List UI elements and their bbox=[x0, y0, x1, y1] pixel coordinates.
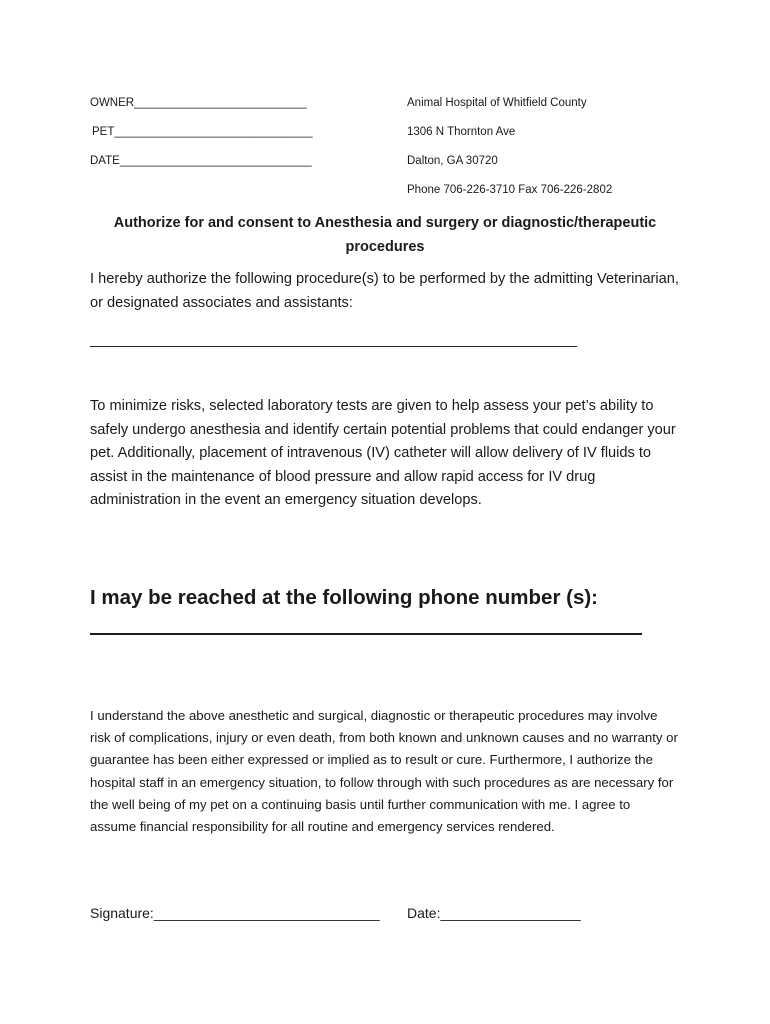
risk-paragraph: To minimize risks, selected laboratory tests are given to help assess your pet’s ability to safely undergo anesthesia and identify certain potential problems that could endanger your pet. Additionally, placement of intravenous (IV) catheter will allow delivery of IV fluids to assist in the maintenance of blood pressure and allow rapid access for IV drug administration in the event an emergency situation develops. bbox=[90, 398, 676, 508]
signature-date-field[interactable]: Date:__________________ bbox=[407, 905, 581, 921]
clinic-phone-fax: Phone 706-226-3710 Fax 706-226-2802 bbox=[407, 184, 613, 196]
clinic-name: Animal Hospital of Whitfield County bbox=[407, 97, 587, 109]
clinic-address-line1: 1306 N Thornton Ave bbox=[407, 126, 516, 138]
phone-heading: I may be reached at the following phone number (s): bbox=[90, 586, 599, 609]
signature-field[interactable]: Signature:_____________________________ bbox=[90, 905, 380, 921]
date-field[interactable]: DATE______________________________ bbox=[90, 155, 312, 167]
pet-field[interactable]: PET_______________________________ bbox=[92, 126, 313, 138]
phone-number-blank[interactable] bbox=[90, 633, 642, 635]
form-title: Authorize for and consent to Anesthesia and surgery or diagnostic/therapeutic procedures bbox=[113, 215, 657, 255]
clinic-address-line2: Dalton, GA 30720 bbox=[407, 155, 498, 167]
understand-paragraph: I understand the above anesthetic and surgical, diagnostic or therapeutic procedures may involve risk of complications, injury or even death, from both known and unknown causes and no warranty or guarantee has been either expressed or implied as to result or cure. Furthermore, I authorize the hospital staff in an emergency situation, to follow through with such procedures as are necessary for the well being of my pet on a continuing basis until further communication with me. I agree to assume financial responsibility for all routine and emergency services rendered. bbox=[90, 708, 678, 835]
procedure-blank-line[interactable]: ____________________________________________________________ bbox=[90, 332, 577, 348]
owner-field[interactable]: OWNER___________________________ bbox=[90, 97, 307, 109]
authorize-paragraph: I hereby authorize the following procedure(s) to be performed by the admitting Veterinarian, or designated associates and assistants: bbox=[90, 271, 679, 311]
